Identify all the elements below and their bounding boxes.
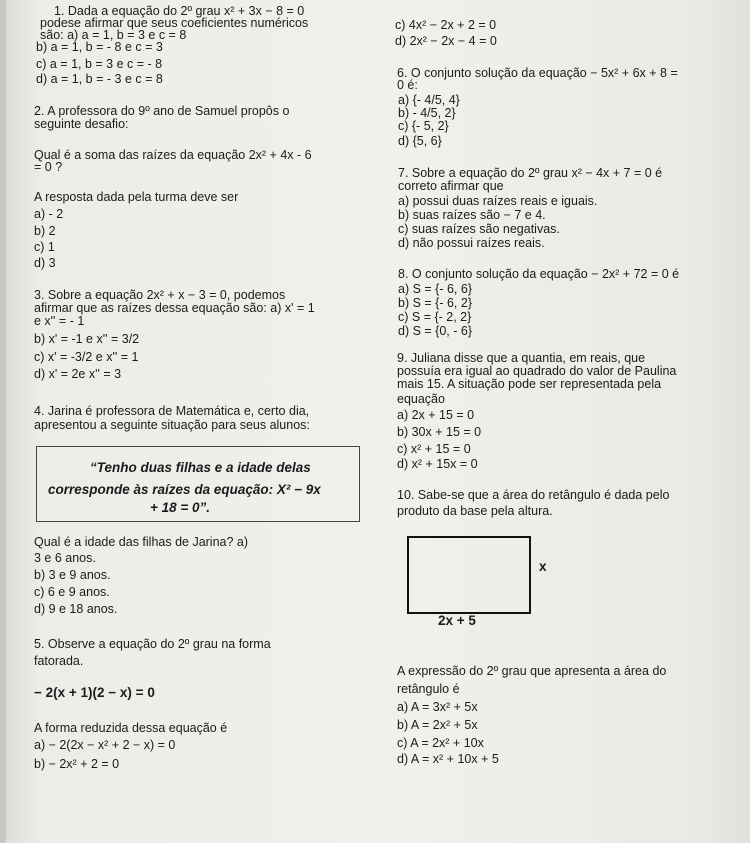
- q4-option-b: b) 3 e 9 anos.: [34, 568, 111, 582]
- q6-stem-line2: 0 é:: [397, 78, 418, 92]
- q5-stem-line1: 5. Observe a equação do 2º grau na forma: [34, 637, 271, 651]
- q6-option-d: d) {5, 6}: [398, 134, 442, 148]
- q2-stem-line4: = 0 ?: [34, 160, 63, 174]
- q8-option-a: a) S = {- 6, 6}: [398, 282, 473, 296]
- q7-option-b: b) suas raízes são − 7 e 4.: [398, 208, 546, 222]
- q9-option-d: d) x² + 15x = 0: [397, 457, 478, 471]
- q4-stem-line2: apresentou a seguinte situação para seus alunos:: [34, 418, 310, 432]
- q6-stem-line1: 6. O conjunto solução da equação − 5x² + 6x + 8 =: [397, 66, 678, 80]
- q1-option-c: c) a = 1, b = 3 e c = - 8: [36, 57, 163, 71]
- q2-option-a: a) - 2: [34, 207, 64, 221]
- q1-option-b: b) a = 1, b = - 8 e c = 3: [36, 40, 163, 54]
- q2-option-b: b) 2: [34, 224, 56, 238]
- q8-option-d: d) S = {0, - 6}: [398, 324, 473, 338]
- q9-stem-line4: equação: [397, 392, 445, 406]
- q2-stem-line2: seguinte desafio:: [34, 117, 129, 131]
- q1-option-d: d) 2x² − 2x − 4 = 0: [395, 34, 497, 48]
- q5-stem-line3: A forma reduzida dessa equação é: [34, 721, 228, 735]
- q4-option-a: 3 e 6 anos.: [34, 551, 96, 565]
- q10-option-a: a) A = 3x² + 5x: [397, 700, 478, 714]
- page-edge: [0, 0, 6, 843]
- q3-option-c: c) x' = -3/2 e x'' = 1: [34, 350, 139, 364]
- q7-stem-line2: correto afirmar que: [398, 179, 504, 193]
- q9-stem-line3: mais 15. A situação pode ser representada pela: [397, 377, 662, 391]
- q6-option-c: c) {- 5, 2}: [398, 119, 449, 133]
- q2-stem-line5: A resposta dada pela turma deve ser: [34, 190, 239, 204]
- q10-stem-line3: A expressão do 2º grau que apresenta a área do: [397, 664, 667, 678]
- q7-option-a: a) possui duas raízes reais e iguais.: [398, 194, 598, 208]
- q7-option-c: c) suas raízes são negativas.: [398, 222, 560, 236]
- rectangle-figure: [407, 536, 531, 614]
- q10-option-b: b) A = 2x² + 5x: [397, 718, 478, 732]
- q8-option-b: b) S = {- 6, 2}: [398, 296, 473, 310]
- q1-stem-line3: são: a) a = 1, b = 3 e c = 8: [40, 28, 187, 42]
- q3-option-b: b) x' = -1 e x'' = 3/2: [34, 332, 140, 346]
- q2-stem-line1: 2. A professora do 9º ano de Samuel propôs o: [34, 104, 290, 118]
- q4-question: Qual é a idade das filhas de Jarina? a): [34, 535, 249, 549]
- q6-option-b: b) - 4/5, 2}: [398, 106, 456, 120]
- q9-option-b: b) 30x + 15 = 0: [397, 425, 482, 439]
- q2-stem-line3: Qual é a soma das raízes da equação 2x² + 4x - 6: [34, 148, 312, 162]
- q10-stem-line4: retângulo é: [397, 682, 460, 696]
- q10-stem-line1: 10. Sabe-se que a área do retângulo é dada pelo: [397, 488, 670, 502]
- q3-stem-line3: e x'' = - 1: [34, 314, 85, 328]
- q1-option-d: d) a = 1, b = - 3 e c = 8: [36, 72, 163, 86]
- q3-option-d: d) x' = 2e x'' = 3: [34, 367, 122, 381]
- q9-option-c: c) x² + 15 = 0: [397, 442, 471, 456]
- rectangle-base-label: 2x + 5: [438, 613, 476, 628]
- q4-quote-line1: “Tenho duas filhas e a idade delas: [90, 460, 311, 475]
- q8-option-c: c) S = {- 2, 2}: [398, 310, 472, 324]
- q5-option-a: a) − 2(2x − x² + 2 − x) = 0: [34, 738, 176, 752]
- q10-stem-line2: produto da base pela altura.: [397, 504, 553, 518]
- q4-quote-line2: corresponde às raízes da equação: X² − 9x: [48, 482, 321, 497]
- q4-quote-line3: + 18 = 0”.: [150, 500, 211, 515]
- q3-stem-line1: 3. Sobre a equação 2x² + x − 3 = 0, podemos: [34, 288, 286, 302]
- q9-stem-line1: 9. Juliana disse que a quantia, em reais, que: [397, 351, 646, 365]
- q1-stem-line2: podese afirmar que seus coeficientes numéricos: [40, 16, 309, 30]
- q1-option-c: c) 4x² − 2x + 2 = 0: [395, 18, 497, 32]
- q5-stem-line2: fatorada.: [34, 654, 84, 668]
- q7-stem-line1: 7. Sobre a equação do 2º grau x² − 4x + 7 = 0 é: [398, 166, 663, 180]
- q1-stem-line1: 1. Dada a equação do 2º grau x² + 3x − 8 = 0: [54, 4, 305, 18]
- q9-stem-line2: possuía era igual ao quadrado do valor de Paulina: [397, 364, 677, 378]
- q10-option-d: d) A = x² + 10x + 5: [397, 752, 499, 766]
- q2-option-d: d) 3: [34, 256, 56, 270]
- q4-option-c: c) 6 e 9 anos.: [34, 585, 110, 599]
- q8-stem: 8. O conjunto solução da equação − 2x² + 72 = 0 é: [398, 267, 680, 281]
- q9-option-a: a) 2x + 15 = 0: [397, 408, 475, 422]
- q6-option-a: a) {- 4/5, 4}: [398, 93, 460, 107]
- q7-option-d: d) não possui raízes reais.: [398, 236, 545, 250]
- q3-stem-line2: afirmar que as raízes dessa equação são: a) x' = 1: [34, 301, 315, 315]
- q10-option-c: c) A = 2x² + 10x: [397, 736, 484, 750]
- rectangle-height-label: x: [539, 559, 547, 574]
- q5-option-b: b) − 2x² + 2 = 0: [34, 757, 120, 771]
- q5-factored-equation: − 2(x + 1)(2 − x) = 0: [34, 685, 155, 700]
- q4-stem-line1: 4. Jarina é professora de Matemática e, certo dia,: [34, 404, 310, 418]
- q4-option-d: d) 9 e 18 anos.: [34, 602, 118, 616]
- q2-option-c: c) 1: [34, 240, 55, 254]
